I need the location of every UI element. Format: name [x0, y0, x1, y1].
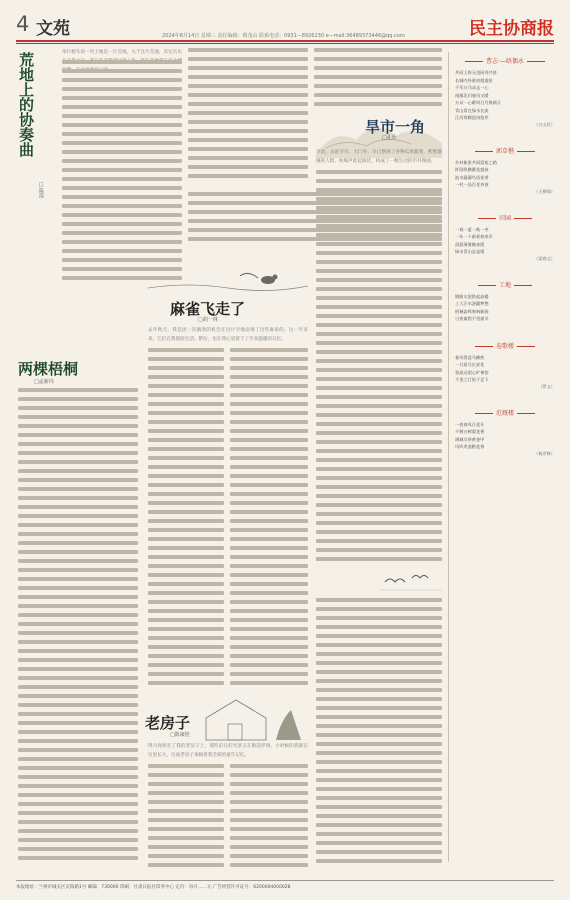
poem-line: 万众一心敢叫日月换新天	[455, 100, 502, 105]
poem-signature: （白文民）	[534, 121, 555, 127]
poem-line: 千里之行始于足下	[455, 377, 489, 382]
poem-title-5: 卷歌楼	[495, 342, 514, 350]
poem-line: 流水潺潺鸟语花香	[455, 174, 489, 180]
poetry-column	[455, 52, 555, 852]
article-title-2: 两棵梧桐	[18, 360, 79, 378]
article-title-4: 老房子	[145, 714, 191, 732]
poem-line: 一夜春风百花开	[455, 421, 485, 427]
article-title-5: 旱市一角	[365, 118, 426, 136]
poem-line: 青山常在绿水长流	[455, 107, 489, 113]
article-body-5	[316, 170, 442, 570]
poem-line: 一年一个新景春来早	[455, 234, 493, 239]
poem-line: 乡村新景共同富裕之路	[455, 159, 497, 165]
poem-line: 登高远望心旷神怡	[455, 369, 489, 375]
poem-line: 风吹麦浪稻花香	[455, 444, 485, 449]
poem-line: 一村一品百花齐放	[455, 182, 489, 187]
poem-line: 钢筋水泥搭起高楼	[455, 293, 489, 299]
poem-title-3: 田园	[498, 214, 511, 222]
sparrow-illustration	[148, 258, 308, 298]
poem-signature: （梁春文）	[534, 255, 555, 261]
poem-line: 春风得意马蹄疾	[455, 354, 485, 360]
column-divider	[448, 52, 449, 862]
poem-line: 阡陌纵横繁花盛放	[455, 167, 489, 172]
page-header	[0, 0, 570, 44]
footer-info: 本报地址：兰州市城关区庆阳路1号 邮编：730000 印刷：甘肃日报社印务中心 定价：每月……元 广告经营许可证号：6200004000028	[16, 885, 291, 890]
article-title-3: 麻雀飞走了	[170, 300, 246, 318]
poem-line: 一日看尽长安花	[455, 362, 485, 367]
poem-line: 一春一夏一秋一冬	[455, 226, 489, 232]
article-text-3: 去年秋天，我是因一次偶然的机会在这片空地发现了这些麻雀的。这一年多来，它们在我窗前生活、繁衍，也在我心里留下了许多温暖的记忆。	[148, 328, 308, 342]
article-body-2	[18, 388, 138, 873]
section-title: 文苑	[36, 19, 70, 39]
poem-line: 千树万树梨花香	[455, 429, 485, 434]
article-author-5: □孔壮	[382, 135, 397, 141]
poem-line: 长城内外谁肩挑重担	[455, 77, 493, 83]
article-body-4a	[148, 764, 224, 874]
article-author-2: □孟新玛	[34, 379, 54, 385]
poem-title-6: 范厩楼	[495, 409, 514, 417]
article-body-1b	[188, 48, 308, 188]
date-line: 2024年8月14日 星期三 责任编辑：蔡茂山 联系电话：0931—8926230 e—mail:36489373446@qq.com	[162, 33, 405, 39]
poem-line: 千军万马众志一心	[455, 85, 489, 90]
article-body-3b	[230, 348, 308, 693]
header-rule-thin	[16, 43, 554, 44]
footer-rule	[16, 880, 554, 881]
poem-signature: （王柳彻）	[534, 188, 555, 194]
article-title-1: 荒地上的协奏曲	[17, 52, 35, 157]
poem-title-1: 曹志·—晤偶永	[486, 58, 524, 65]
article-text-4: 得月亮照在了我的老房子上，那些旧日的光景又在眼前浮现。小时候的我就在这里长大，这座老房子承载着我全部的童年记忆。	[148, 744, 308, 758]
birds-illustration	[380, 568, 442, 592]
poem-line: 工人汗水浇灌梦想	[455, 301, 489, 306]
poem-title-2: 郭草楷	[495, 147, 514, 155]
poem-signature: （罗文）	[538, 383, 555, 389]
article-author-1: □陈霞	[38, 182, 44, 198]
article-body-3a	[148, 348, 224, 693]
poem-line: 绿水青山总是情	[455, 249, 485, 254]
newspaper-brand: 民主协商报	[469, 19, 554, 39]
poem-line: 清晨薄雾晚来霞	[455, 241, 485, 247]
page-number: 4	[16, 12, 30, 36]
house-illustration	[196, 690, 306, 745]
poem-line: 机械轰鸣奏响新曲	[455, 308, 489, 314]
poem-title-4: 工地	[498, 281, 511, 289]
article-author-3: □胡一林	[198, 317, 218, 323]
poem-line: 日夜兼程不畏艰辛	[455, 316, 489, 321]
article-text-5: 早晨，去赶早市。大门外，早已摆满了各种瓜果蔬菜，熙熙攘攘的人群，吆喝声此起彼伏，构成了一幅生动的市井图画。	[316, 150, 442, 164]
article-body-1	[62, 60, 182, 285]
header-rule	[16, 40, 554, 42]
article-author-4: □陈康桂	[170, 732, 190, 738]
poem-line: 共同上阵无畏同舟共济	[455, 70, 497, 75]
article-body-5b	[316, 598, 442, 873]
poem-signature: （杨彦修）	[534, 450, 555, 456]
poem-line: 满城尽带黄金甲	[455, 436, 485, 442]
article-body-4b	[230, 764, 308, 874]
poem-line: 江河奔腾浪涛拍岸	[455, 115, 489, 120]
article-text-1: 举行榜车的一块土地是一片荒地。关于这片荒地，其实历史	[62, 50, 182, 55]
poem-line: 南雁北归春风又暖	[455, 92, 489, 98]
